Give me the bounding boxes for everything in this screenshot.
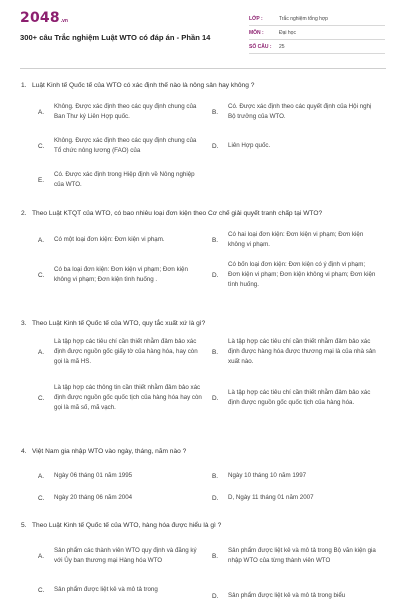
option-text: Ngày 06 tháng 01 năm 1995	[54, 472, 133, 479]
question-label: Việt Nam gia nhập WTO vào ngày, tháng, năm nào ?	[32, 448, 187, 455]
option-a[interactable]	[38, 540, 208, 572]
option-letter: C.	[38, 142, 45, 150]
option-letter: A.	[38, 108, 45, 116]
option-letter: C.	[38, 494, 45, 502]
option-letter: D.	[212, 494, 219, 502]
question-text	[21, 320, 205, 327]
question-label: Theo Luật Kinh tế Quốc tế của WTO, quy tắc xuất xứ là gì?	[32, 320, 206, 327]
option-letter: D.	[212, 271, 219, 279]
header-divider	[20, 68, 386, 69]
question-text	[21, 522, 221, 529]
option-text: Sản phẩm được liệt kê và mô tả trong Bộ văn kiện gia nhập WTO của từng thành viên WTO	[228, 547, 376, 564]
option-text: Sản phẩm được liệt kê và mô tả trong	[54, 586, 158, 593]
meta-label: SỐ CÂU :	[249, 43, 272, 50]
option-letter: D.	[212, 142, 219, 150]
option-d[interactable]	[212, 492, 382, 504]
option-text: Sản phẩm các thành viên WTO quy định và đăng ký với Ủy ban thương mại Hàng hóa WTO	[54, 547, 197, 564]
option-text: Có. Được xác định theo các quyết định của Hội nghị Bộ trưởng của WTO.	[228, 103, 372, 120]
logo-suffix: .vn	[60, 18, 68, 24]
option-d[interactable]	[212, 134, 382, 158]
option-text: D, Ngày 11 tháng 01 năm 2007	[228, 494, 314, 501]
meta-value: 25	[279, 43, 285, 50]
option-text: Là tập hợp các thông tin cần thiết nhằm đảm bảo xác định được nguồn gốc quốc tịch của hàng hóa hay còn gọi là mã số, mã vạch.	[54, 384, 202, 411]
option-letter: A.	[38, 472, 45, 480]
page-header	[0, 0, 400, 68]
meta-value: Đại học	[279, 29, 296, 36]
option-letter: D.	[212, 592, 219, 600]
meta-row-subject	[249, 26, 385, 40]
option-text: Có một loại đơn kiện: Đơn kiện vi phạm.	[54, 236, 165, 243]
question-text	[21, 210, 322, 217]
option-text: Có hai loại đơn kiện: Đơn kiện vi phạm; Đơn kiện không vi phạm.	[228, 231, 364, 248]
option-d[interactable]	[212, 590, 382, 600]
document-title: 300+ câu Trắc nghiệm Luật WTO có đáp án - Phần 14	[20, 33, 211, 42]
question-number: 4.	[21, 448, 27, 455]
question-label: Theo Luật Kinh tế Quốc tế của WTO, hàng hóa được hiểu là gì ?	[32, 522, 222, 529]
option-d[interactable]	[212, 260, 382, 290]
option-a[interactable]	[38, 336, 208, 368]
option-text: Không. Được xác định theo các quy định chung của Ban Thư ký Liên Hợp quốc.	[54, 103, 197, 120]
question-number: 1.	[21, 82, 27, 89]
option-text: Là tập hợp các tiêu chí cần thiết nhằm đảm bảo xác định được nguồn gốc quốc tịch của hàng hóa.	[228, 389, 371, 406]
option-c[interactable]	[38, 584, 208, 596]
option-text: Ngày 20 tháng 06 năm 2004	[54, 494, 133, 501]
option-letter: B.	[212, 236, 219, 244]
option-text: Có. Được xác định trong Hiệp định về Nông nghiệp của WTO.	[54, 171, 195, 188]
option-letter: B.	[212, 472, 219, 480]
option-letter: B.	[212, 552, 219, 560]
option-text: Là tập hợp các tiêu chí cần thiết nhằm đảm bảo xác định được nguồn gốc giấy tờ của hàng hóa, hay còn gọi là mã HS.	[54, 338, 198, 365]
option-letter: C.	[38, 271, 45, 279]
option-text: Là tập hợp các tiêu chí cần thiết nhằm đảm bảo xác định được hàng hóa được thương mại là của nhà sản xuất nào.	[228, 338, 376, 365]
option-letter: D.	[212, 394, 219, 402]
meta-label: LỚP :	[249, 15, 263, 22]
option-a[interactable]	[38, 470, 208, 482]
option-c[interactable]	[38, 134, 208, 158]
question-number: 5.	[21, 522, 27, 529]
meta-value: Trắc nghiệm tổng hợp	[279, 15, 328, 22]
option-text: Liên Hợp quốc.	[228, 142, 271, 149]
option-letter: C.	[38, 394, 45, 402]
question-label: Luật Kinh tế Quốc tế của WTO có xác định thế nào là nông sản hay không ?	[32, 82, 255, 89]
option-b[interactable]	[212, 228, 382, 252]
meta-row-class	[249, 12, 385, 26]
option-b[interactable]	[212, 336, 382, 368]
option-letter: E.	[38, 176, 45, 184]
option-a[interactable]	[38, 100, 208, 124]
option-d[interactable]	[212, 376, 382, 420]
option-text: Không. Được xác định theo các quy định chung của Tổ chức nông lương (FAO) của	[54, 137, 197, 154]
question-number: 2.	[21, 210, 27, 217]
option-b[interactable]	[212, 540, 382, 572]
option-letter: A.	[38, 348, 45, 356]
meta-row-count	[249, 40, 385, 54]
option-b[interactable]	[212, 100, 382, 124]
option-letter: A.	[38, 552, 45, 560]
option-c[interactable]	[38, 376, 208, 420]
option-b[interactable]	[212, 470, 382, 482]
option-letter: B.	[212, 348, 219, 356]
option-letter: C.	[38, 586, 45, 594]
option-c[interactable]	[38, 492, 208, 504]
option-a[interactable]	[38, 228, 208, 252]
logo-text: 2048	[20, 10, 60, 26]
site-logo[interactable]	[20, 10, 68, 26]
option-text: Có bốn loại đơn kiện: Đơn kiện có ý định vi phạm; Đơn kiện vi phạm; Đơn kiện không vi phạm; Đơn kiện tình huống.	[228, 261, 376, 288]
option-c[interactable]	[38, 260, 208, 290]
question-label: Theo Luật KTQT của WTO, có bao nhiêu loại đơn kiện theo Cơ chế giải quyết tranh chấp tại WTO?	[32, 210, 323, 217]
question-text	[21, 448, 186, 455]
option-letter: A.	[38, 236, 45, 244]
question-text	[21, 82, 254, 89]
document-meta	[249, 12, 385, 54]
option-text: Ngày 10 tháng 10 năm 1997	[228, 472, 307, 479]
option-text: Sản phẩm được liệt kê và mô tả trong biểu	[228, 592, 346, 599]
option-e[interactable]	[38, 168, 208, 192]
meta-label: MÔN :	[249, 29, 264, 36]
option-text: Có ba loại đơn kiện: Đơn kiện vi phạm; Đơn kiện không vi phạm; Đơn kiện tình huống .	[54, 266, 188, 283]
option-letter: B.	[212, 108, 219, 116]
question-number: 3.	[21, 320, 27, 327]
